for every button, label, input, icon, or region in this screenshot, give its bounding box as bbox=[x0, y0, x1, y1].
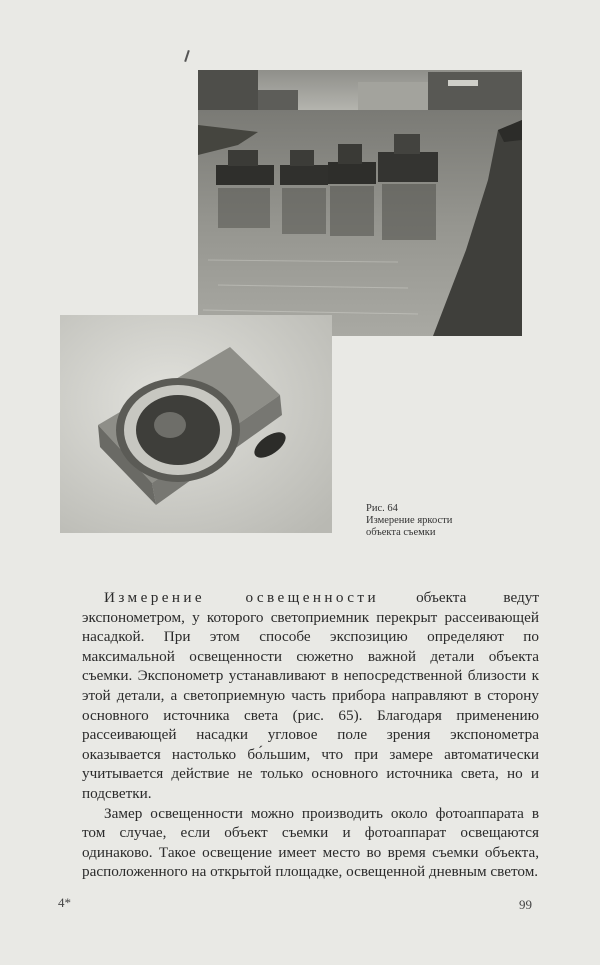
signature-mark: 4* bbox=[58, 895, 71, 910]
figure-caption bbox=[366, 503, 452, 539]
river-photo-drawing bbox=[198, 70, 522, 336]
paragraph-1 bbox=[82, 588, 539, 804]
river-photo bbox=[198, 70, 522, 336]
exposure-meter-photo bbox=[60, 315, 332, 533]
caption-number: Рис. 64 bbox=[366, 503, 398, 514]
caption-title-line2: объекта съемки bbox=[366, 527, 436, 538]
body-text bbox=[82, 588, 539, 882]
paragraph-1-text: объекта ведут экспонометром, у которого светоприемник перекрыт рассеивающей насадкой. При этом способе экспозицию определяют по максимальной освещенности сюжетно важной детали объекта съемки. Экспонометр устанавливают в непосредственной близости к этой детали, а светоприемную часть прибора направляют в сторону основного источника света (рис. 65). Благодаря применению рассеивающей насадки угловое поле зрения экспонометра оказывается настолько бо́льшим, что при замере автоматически учитывается действие не только основного источника света, но и подсветки. bbox=[82, 589, 539, 802]
exposure-meter-drawing bbox=[60, 315, 332, 533]
margin-mark bbox=[184, 50, 190, 62]
page-number: 99 bbox=[519, 897, 532, 912]
paragraph-1-lead: Измерение освещенности bbox=[104, 589, 380, 606]
caption-title-line1: Измерение яркости bbox=[366, 515, 453, 526]
paragraph-2: Замер освещенности можно производить около фотоаппарата в том случае, если объект съемки и фотоаппарат освещаются одинаково. Такое освещение имеет место во время съемки объекта, расположенного на открытой площадке, освещенной дневным светом. bbox=[82, 804, 539, 881]
